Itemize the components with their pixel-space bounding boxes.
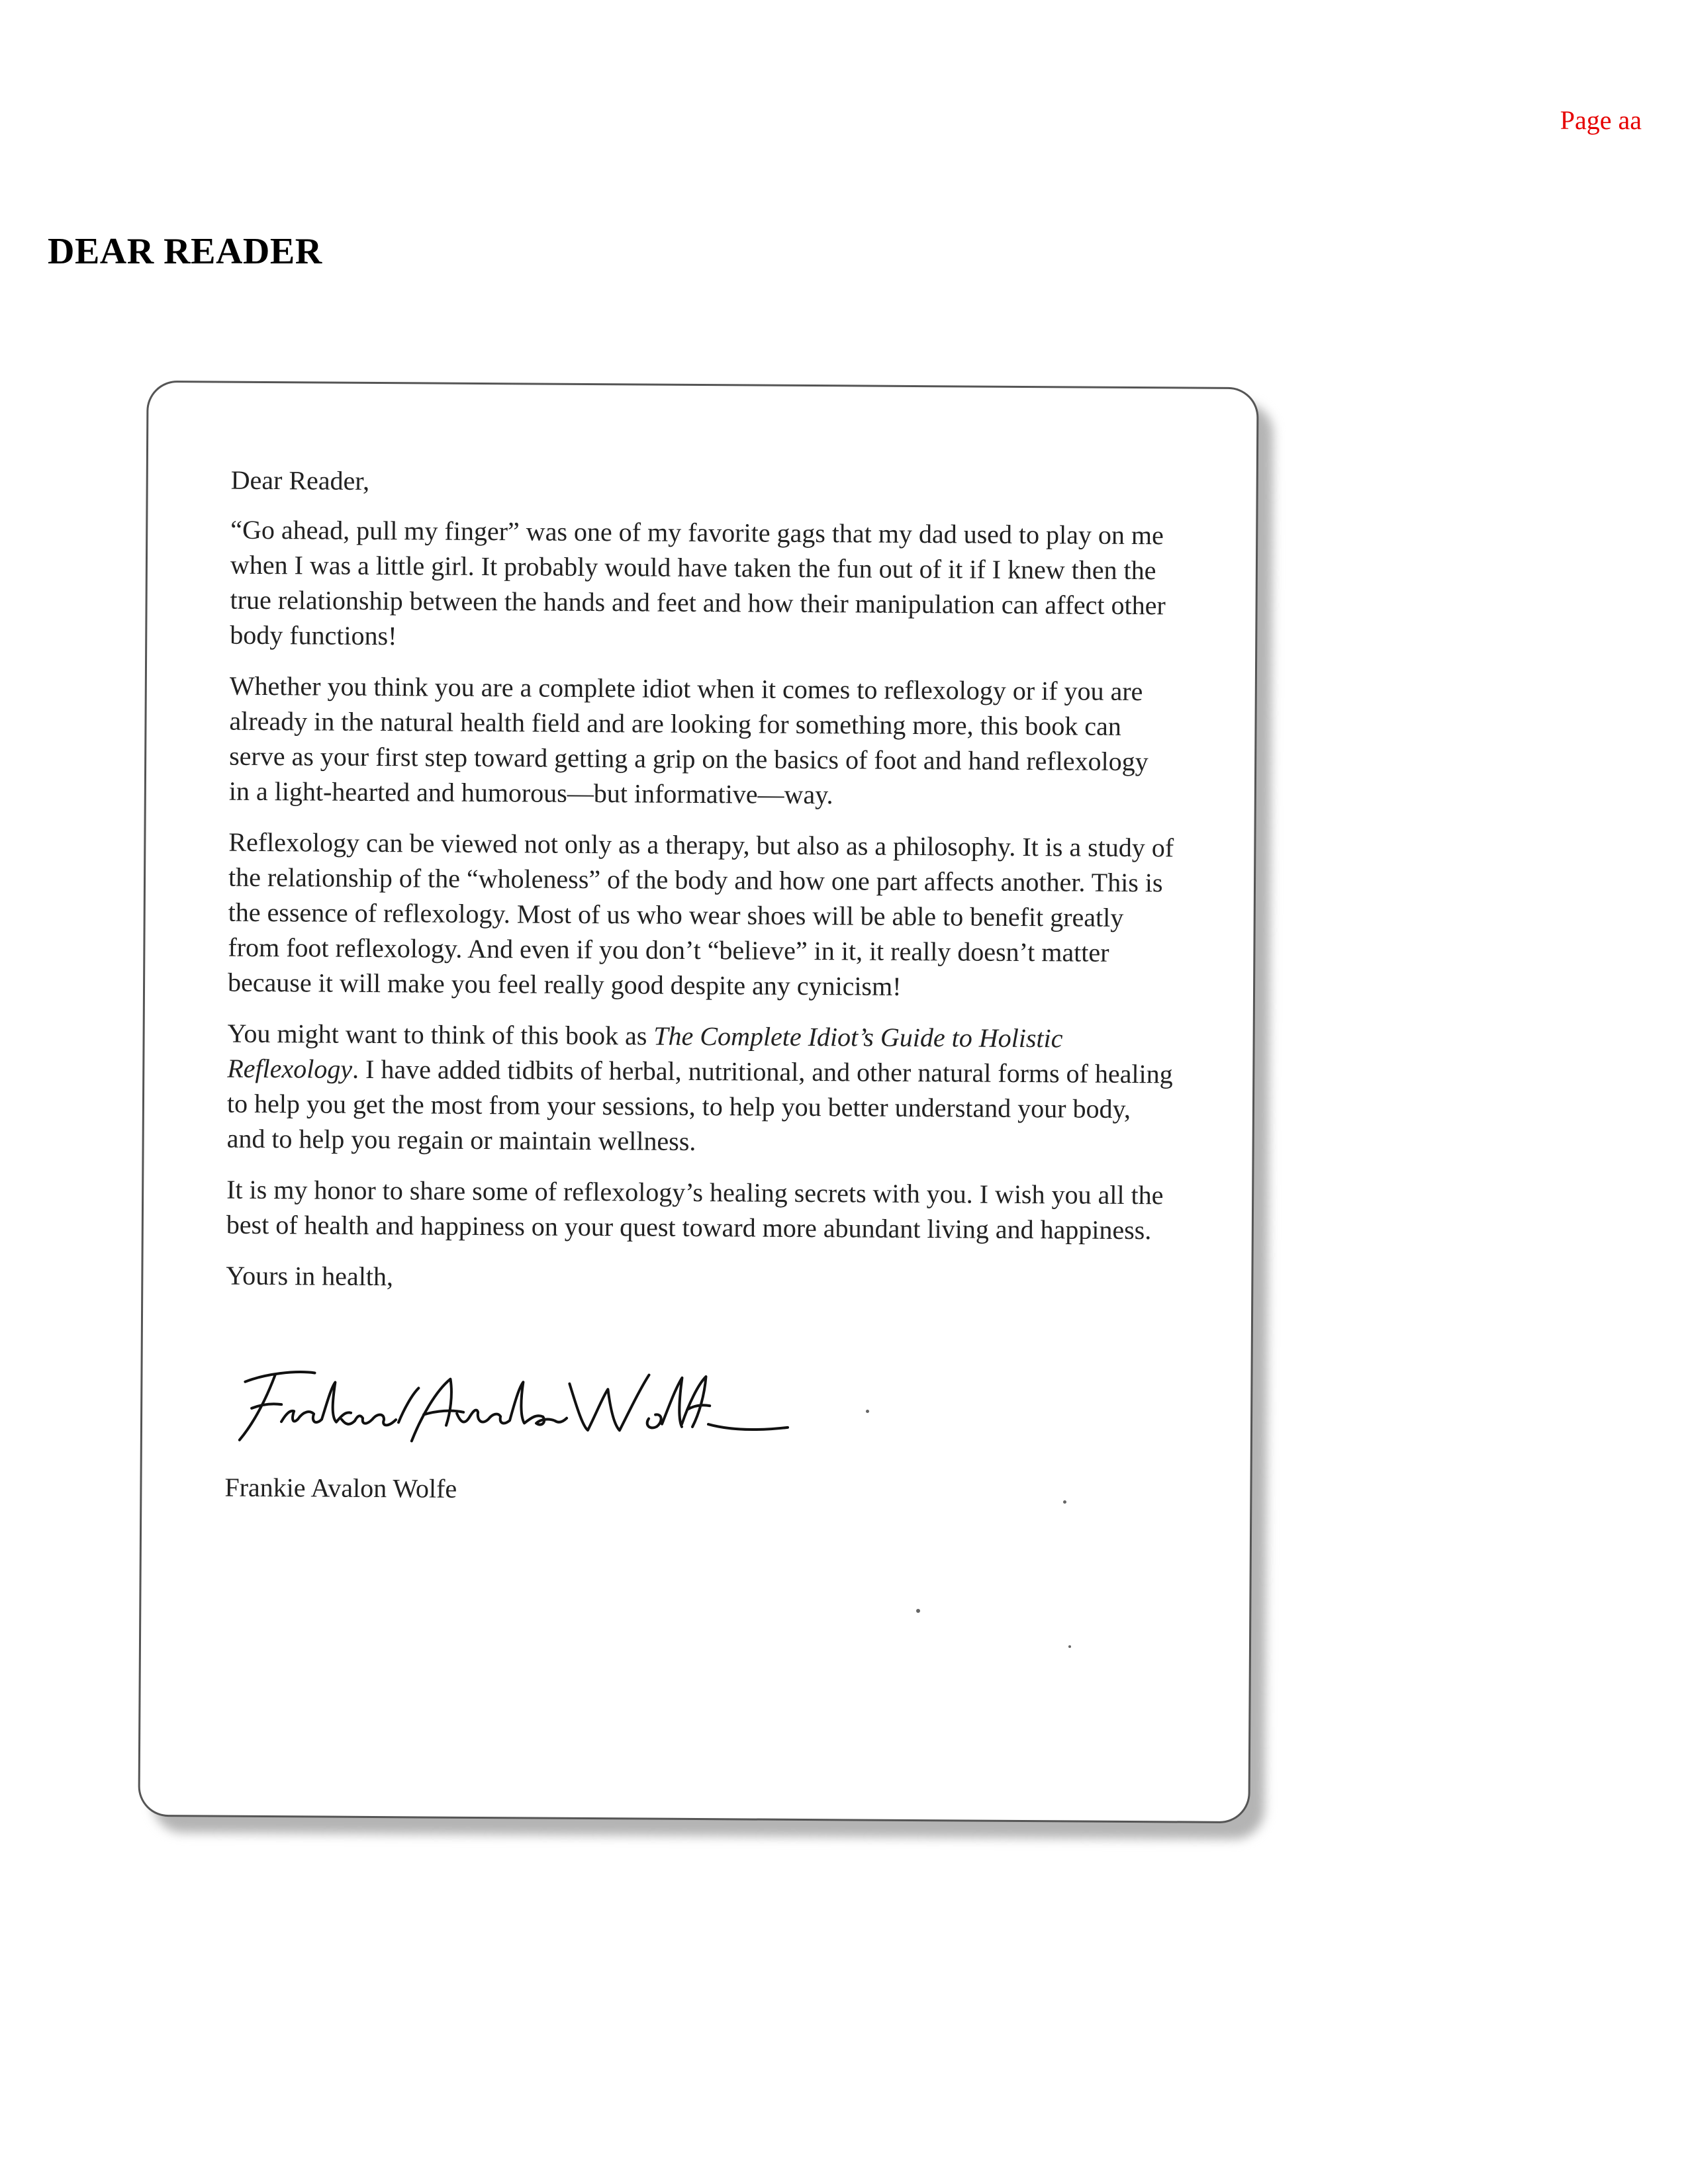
signer-name: Frankie Avalon Wolfe xyxy=(224,1472,457,1504)
scan-speck xyxy=(866,1410,869,1413)
paragraph-text: It is my honor to share some of reflexology’s healing secrets with you. I wish you all the best of health and happiness on your quest toward more abundant living and happiness. xyxy=(226,1174,1164,1246)
page-title: DEAR READER xyxy=(48,231,322,272)
letter-body xyxy=(226,512,1177,1248)
letter-card xyxy=(138,381,1258,1823)
scan-speck xyxy=(1068,1645,1071,1648)
handwritten-signature xyxy=(225,1355,795,1451)
letter-paragraph xyxy=(229,668,1176,815)
letter-greeting: Dear Reader, xyxy=(230,465,370,496)
letter-paragraph xyxy=(226,1172,1173,1248)
letter-closing: Yours in health, xyxy=(226,1260,394,1292)
letter-paragraph xyxy=(230,512,1176,659)
paragraph-text: Reflexology can be viewed not only as a therapy, but also as a philosophy. It is a study of the relationship of the “wholeness” of the body and how one part affects another. This is the essence of reflexology. Most of us who wear shoes will be able to benefit greatly from foot reflexology. And even if you don’t “believe” in it, it really doesn’t matter because it will make you feel really good despite any cynicism! xyxy=(227,827,1174,1001)
letter-card-container xyxy=(138,381,1258,1823)
scan-speck xyxy=(916,1609,920,1613)
book-title-italic: The Complete Idiot’s Guide to Holistic Reflexology xyxy=(227,1021,1063,1084)
letter-paragraph xyxy=(226,1016,1173,1162)
letter-paragraph xyxy=(228,825,1175,1006)
paragraph-text: “Go ahead, pull my finger” was one of my favorite gags that my dad used to play on me when I was a little girl. It probably would have taken the fun out of it if I knew then the true relationship between the hands and feet and how their manipulation can affect other body functions! xyxy=(230,514,1166,651)
paragraph-text: . I have added tidbits of herbal, nutritional, and other natural forms of healing to help you get the most from your sessions, to help you better understand your body, and to help you regain or maintain wellness. xyxy=(226,1054,1173,1156)
paragraph-text: You might want to think of this book as xyxy=(227,1018,654,1051)
paragraph-text: Whether you think you are a complete idiot when it comes to reflexology or if you are already in the natural health field and are looking for something more, this book can serve as your first step toward getting a grip on the basics of foot and hand reflexology in a light-hearted and humorous—but informative—way. xyxy=(228,670,1149,810)
page-number-label: Page aa xyxy=(1560,105,1642,135)
scan-speck xyxy=(1063,1500,1066,1504)
